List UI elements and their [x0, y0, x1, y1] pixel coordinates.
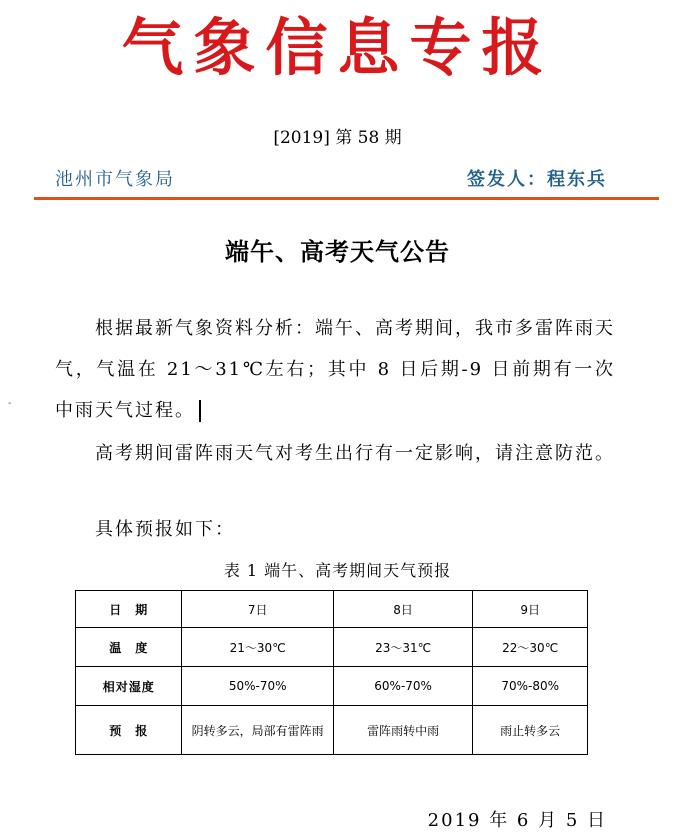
document-title: 端午、高考天气公告 [225, 238, 450, 266]
masthead-title: 气象信息专报 [121, 11, 554, 84]
cell-day-8: 8日 [333, 591, 472, 628]
paragraph-analysis-text: 根据最新气象资料分析：端午、高考期间，我市多雷阵雨天气，气温在 21～31℃左右；其中 8 日后期-9 日前期有一次中雨天气过程。 [55, 318, 615, 421]
cell-forecast-8: 雷阵雨转中雨 [333, 706, 472, 755]
header-divider [34, 197, 659, 200]
forecast-table [75, 590, 588, 755]
paragraph-advice[interactable]: 高考期间雷阵雨天气对考生出行有一定影响，请注意防范。 [95, 443, 615, 464]
cell-humidity-9: 70%-80% [473, 667, 588, 706]
paragraph-analysis[interactable] [55, 308, 615, 431]
row-label-temperature: 温 度 [76, 628, 182, 667]
table-row-temperature [76, 628, 588, 667]
table-row-forecast [76, 706, 588, 755]
cell-day-7: 7日 [182, 591, 333, 628]
table-row-humidity [76, 667, 588, 706]
cell-day-9: 9日 [473, 591, 588, 628]
cell-forecast-7: 阴转多云，局部有雷阵雨 [182, 706, 333, 755]
text-cursor [199, 400, 201, 422]
paragraph-intro[interactable]: 具体预报如下： [95, 519, 235, 540]
cell-temp-9: 22～30℃ [473, 628, 588, 667]
table-caption: 表 1 端午、高考期间天气预报 [223, 561, 452, 580]
issue-date: 2019 年 6 月 5 日 [427, 810, 607, 831]
issuing-organization: 池州市气象局 [55, 169, 175, 190]
row-label-humidity: 相对湿度 [76, 667, 182, 706]
issue-number: [2019] 第 58 期 [273, 128, 402, 148]
cell-humidity-7: 50%-70% [182, 667, 333, 706]
cell-humidity-8: 60%-70% [333, 667, 472, 706]
row-label-forecast: 预 报 [76, 706, 182, 755]
cell-temp-8: 23～31℃ [333, 628, 472, 667]
cell-forecast-9: 雨止转多云 [473, 706, 588, 755]
cell-temp-7: 21～30℃ [182, 628, 333, 667]
signer: 签发人：程东兵 [467, 169, 607, 190]
table-row-dates [76, 591, 588, 628]
row-label-date: 日 期 [76, 591, 182, 628]
margin-mark: - [8, 398, 12, 409]
